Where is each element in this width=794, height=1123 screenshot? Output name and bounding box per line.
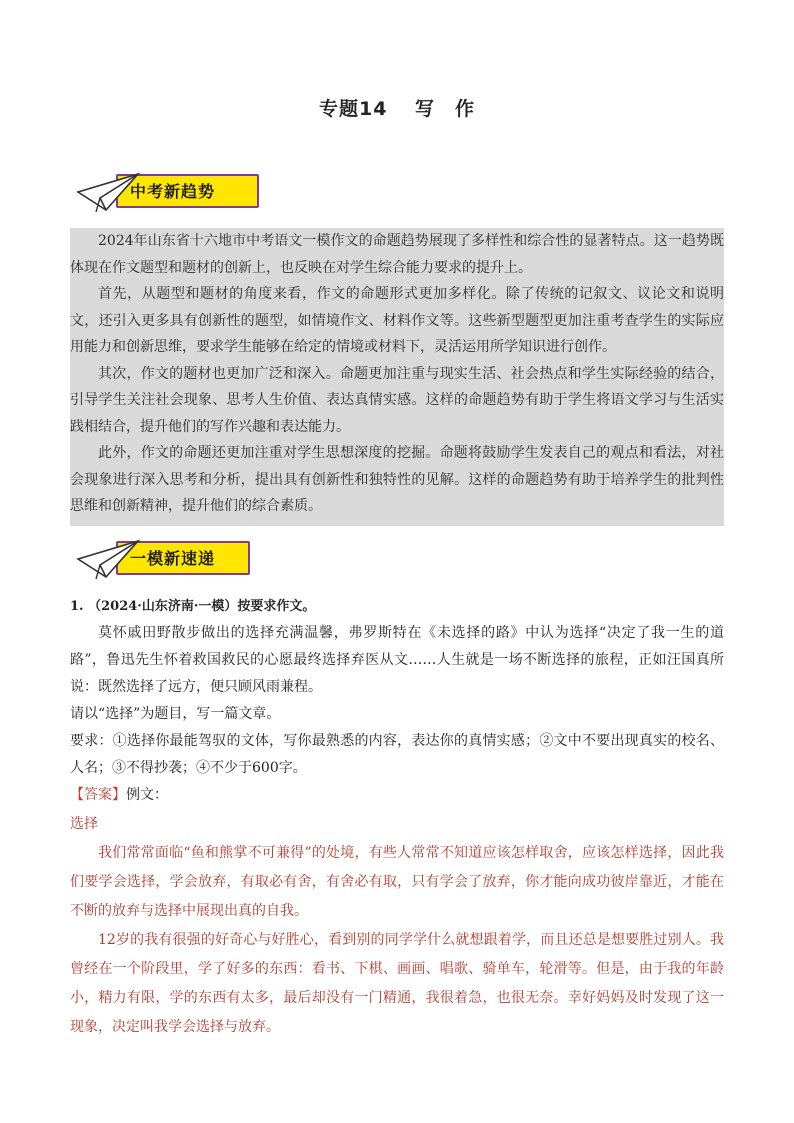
essay-body bbox=[70, 810, 724, 1042]
question-body bbox=[70, 620, 724, 809]
question-source: （2024·山东济南·一模）按要求作文。 bbox=[88, 599, 316, 614]
section-header-trend bbox=[76, 170, 266, 216]
answer-line bbox=[70, 782, 724, 809]
question-material: 莫怀戚田野散步做出的选择充满温馨，弗罗斯特在《未选择的路》中认为选择“决定了我一生的道路”，鲁迅先生怀着救国救民的心愿最终选择弃医从文……人生就是一场不断选择的旅程，正如汪国真所说：既然选择了远方，便只顾风雨兼程。 bbox=[70, 625, 724, 695]
page-title: 专题14 写 作 bbox=[318, 98, 476, 120]
question-header bbox=[70, 595, 724, 614]
section-header-mock bbox=[76, 537, 266, 583]
question-prompt: 请以“选择”为题目，写一篇文章。 bbox=[70, 706, 281, 722]
trend-paragraph: 2024年山东省十六地市中考语文一模作文的命题趋势展现了多样性和综合性的显著特点。这一趋势既体现在作文题型和题材的创新上，也反映在对学生综合能力要求的提升上。 bbox=[70, 233, 724, 276]
essay-title: 选择 bbox=[70, 816, 98, 832]
essay-paragraph: 我们常常面临“鱼和熊掌不可兼得”的处境，有些人常常不知道应该怎样取舍，应该怎样选择，因此我们要学会选择，学会放弃，有取必有舍，有舍必有取，只有学会了放弃，你才能向成功彼岸靠近，才能在不断的放弃与选择中展现出真的自我。 bbox=[70, 845, 724, 919]
trend-paragraph: 其次，作文的题材也更加广泛和深入。命题更加注重与现实生活、社会热点和学生实际经验的结合，引导学生关注社会现象、思考人生价值、表达真情实感。这样的命题趋势有助于学生将语文学习与生活实践相结合，提升他们的写作兴趣和表达能力。 bbox=[70, 365, 724, 435]
answer-intro: 例文： bbox=[126, 787, 168, 803]
trend-paragraph: 首先，从题型和题材的角度来看，作文的命题形式更加多样化。除了传统的记叙文、议论文和说明文，还引入更多具有创新性的题型，如情境作文、材料作文等。这些新型题型更加注重考查学生的实际应用能力和创新思维，要求学生能够在给定的情境或材料下，灵活运用所学知识进行创作。 bbox=[70, 286, 724, 355]
trend-paragraph: 此外，作文的命题还更加注重对学生思想深度的挖掘。命题将鼓励学生发表自己的观点和看法，对社会现象进行深入思考和分析，提出具有创新性和独特性的见解。这样的命题趋势有助于培养学生的批判性思维和创新精神，提升他们的综合素质。 bbox=[70, 445, 724, 514]
question-requirements: 要求：①选择你最能驾驭的文体，写你最熟悉的内容，表达你的真情实感；②文中不要出现真实的校名、人名；③不得抄袭；④不少于600字。 bbox=[70, 733, 724, 776]
trend-text-block bbox=[70, 228, 724, 520]
section-label: 一模新速递 bbox=[130, 549, 216, 568]
section-label: 中考新趋势 bbox=[130, 182, 216, 201]
answer-label: 【答案】 bbox=[70, 787, 126, 803]
essay-paragraph: 12岁的我有很强的好奇心与好胜心，看到别的同学学什么就想跟着学，而且还总是想要胜过别人。我曾经在一个阶段里，学了好多的东西：看书、下棋、画画、唱歌、骑单车，轮滑等。但是，由于我的年龄小，精力有限，学的东西有太多，最后却没有一门精通，我很着急，也很无奈。幸好妈妈及时发现了这一现象，决定叫我学会选择与放弃。 bbox=[70, 932, 724, 1035]
question-number: 1. bbox=[70, 599, 84, 614]
